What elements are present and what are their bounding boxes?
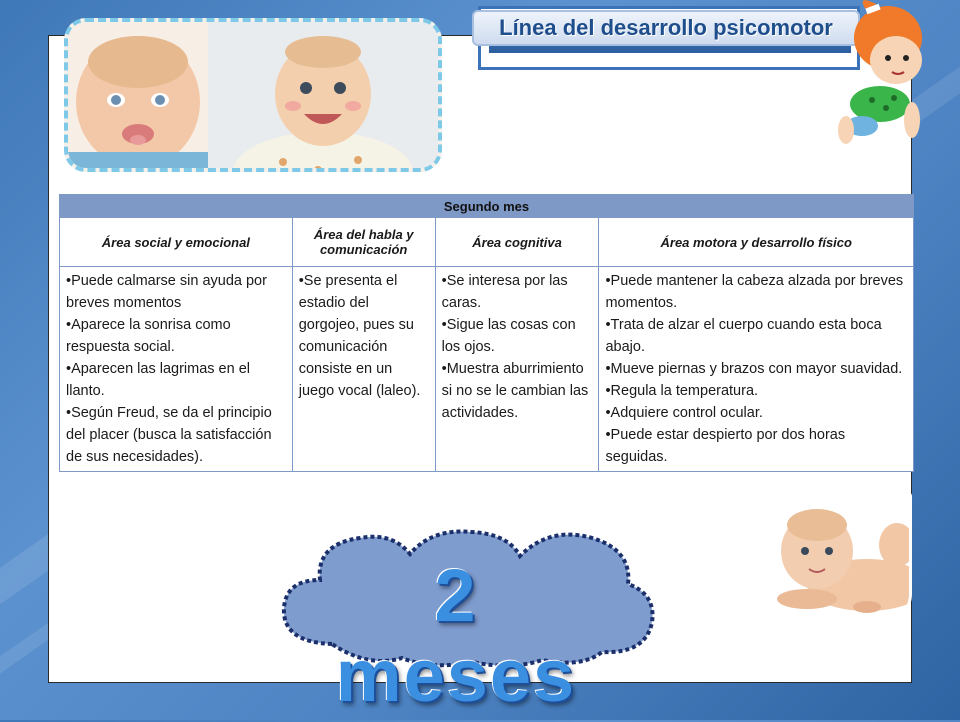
table-column-headers [60, 218, 914, 267]
column-header: Área cognitiva [435, 218, 599, 267]
list-item: •Se interesa por las caras. [441, 273, 568, 311]
column-header: Área motora y desarrollo físico [599, 218, 914, 267]
motor-physical-cell [599, 267, 914, 472]
list-item: •Mueve piernas y brazos con mayor suavidad. [605, 361, 903, 377]
list-item: •Regula la temperatura. [605, 383, 759, 399]
list-item: •Sigue las cosas con los ojos. [441, 317, 576, 355]
table-heading-row [60, 195, 914, 218]
column-header: Área social y emocional [60, 218, 293, 267]
development-table [59, 194, 914, 472]
table-heading: Segundo mes [60, 195, 914, 218]
list-item: •Aparece la sonrisa como respuesta social. [66, 317, 231, 355]
page-title: Línea del desarrollo psicomotor [472, 10, 860, 46]
list-item: •Puede mantener la cabeza alzada por breves momentos. [605, 273, 904, 311]
crawling-baby-photo [744, 492, 912, 624]
social-emotional-cell [60, 267, 293, 472]
list-item: •Se presenta el estadio del gorgojeo, pues su comunicación consiste en un juego vocal (laleo). [298, 273, 421, 399]
column-header: Área del habla y comunicación [292, 218, 435, 267]
list-item: •Puede estar despierto por dos horas seguidas. [605, 427, 846, 465]
cartoon-character-icon [826, 0, 946, 150]
baby-photo-icon [747, 495, 912, 624]
cognitive-cell [435, 267, 599, 472]
age-badge-text: 2 meses [335, 554, 577, 717]
list-item: •Trata de alzar el cuerpo cuando esta boca abajo. [605, 317, 882, 355]
baby-photo-icon [68, 22, 442, 172]
list-item: •Adquiere control ocular. [605, 405, 763, 421]
list-item: •Según Freud, se da el principio del placer (busca la satisfacción de sus necesidades). [66, 405, 272, 465]
speech-communication-cell [292, 267, 435, 472]
babies-photo [64, 18, 442, 172]
list-item: •Puede calmarse sin ayuda por breves momentos [66, 273, 267, 311]
list-item: •Muestra aburrimiento si no se le cambian las actividades. [441, 361, 589, 421]
table-row [60, 267, 914, 472]
list-item: •Aparecen las lagrimas en el llanto. [66, 361, 251, 399]
